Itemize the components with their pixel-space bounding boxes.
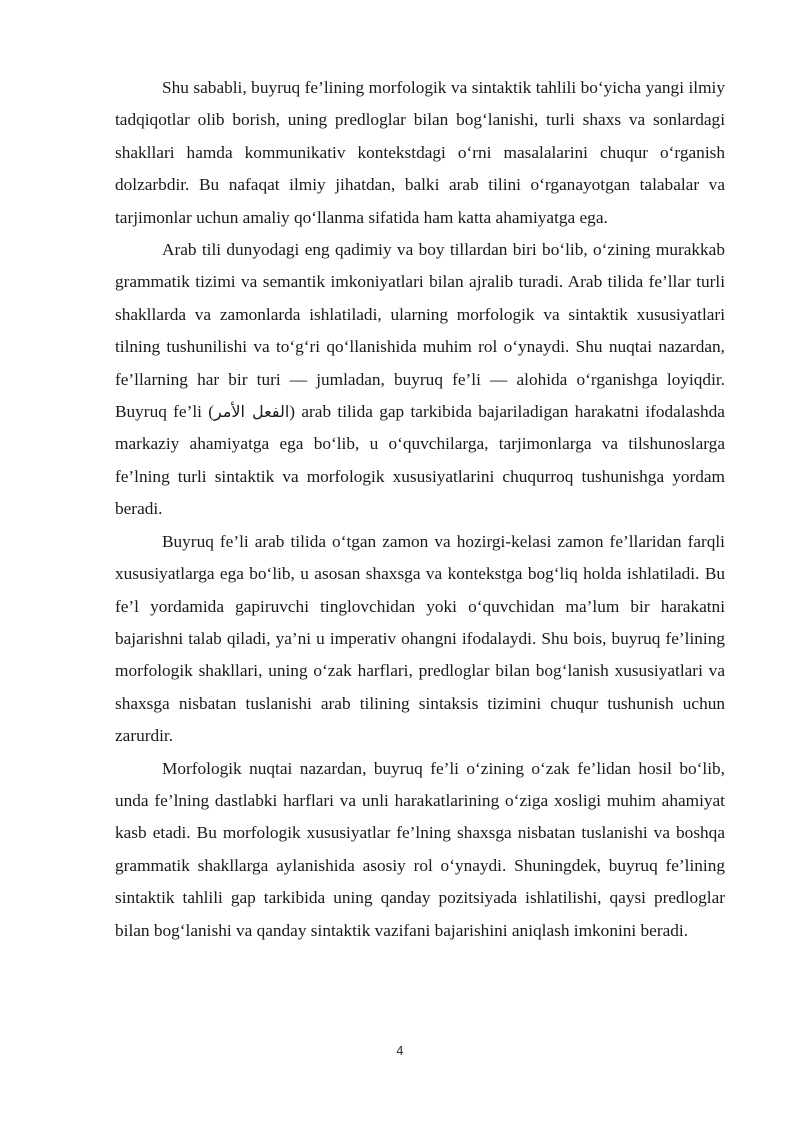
- arabic-term: الفعل الأمر: [214, 402, 290, 422]
- paragraph-2: [115, 234, 725, 526]
- document-page: [115, 72, 725, 947]
- paragraph-2-text-before: Arab tili dunyodagi eng qadimiy va boy tillardan biri bo‘lib, o‘zining murakkab grammatik tizimi va semantik imkoniyatlari bilan ajralib turadi. Arab tilida fe’llar turli shakllarda va zamonlarda ishlatiladi, ularning morfologik va sintaktik xususiyatlari tilning tushunilishi va to‘g‘ri qo‘llanishida muhim rol o‘ynaydi. Shu nuqtai nazardan, fe’llarning har bir turi — jumladan, buyruq fe’li — alohida o‘rganishga loyiqdir. Buyruq fe’li (: [115, 240, 725, 422]
- paragraph-2-text-after: ) arab tilida gap tarkibida bajariladigan harakatni ifodalashda markaziy ahamiyatga ega bo‘lib, u o‘quvchilarga, tarjimonlarga va tilshunoslarga fe’lning turli sintaktik va morfologik xususiyatlarini chuqurroq tushunishga yordam beradi.: [115, 402, 725, 519]
- page-number: 4: [396, 1044, 404, 1058]
- paragraph-4: Morfologik nuqtai nazardan, buyruq fe’li o‘zining o‘zak fe’lidan hosil bo‘lib, unda fe’lning dastlabki harflari va unli harakatlarining o‘ziga xosligi muhim ahamiyat kasb etadi. Bu morfologik xususiyatlar fe’lning shaxsga nisbatan tuslanishi va boshqa grammatik shakllarga aylanishida asosiy rol o‘ynaydi. Shuningdek, buyruq fe’lining sintaktik tahlili gap tarkibida uning qanday pozitsiyada ishlatilishi, qaysi predloglar bilan bog‘lanishi va qanday sintaktik vazifani bajarishini aniqlash imkonini beradi.: [115, 758, 725, 940]
- paragraph-1: Shu sababli, buyruq fe’lining morfologik va sintaktik tahlili bo‘yicha yangi ilmiy tadqiqotlar olib borish, uning predloglar bilan bog‘lanishi, turli shaxs va sonlardagi shakllari hamda kommunikativ kontekstdagi o‘rni masalalarini chuqur o‘rganish dolzarbdir. Bu nafaqat ilmiy jihatdan, balki arab tilini o‘rganayotgan talabalar va tarjimonlar uchun amaliy qo‘llanma sifatida ham katta ahamiyatga ega.: [115, 78, 725, 227]
- paragraph-3: Buyruq fe’li arab tilida o‘tgan zamon va hozirgi-kelasi zamon fe’llaridan farqli xususiyatlarga ega bo‘lib, u asosan shaxsga va kontekstga bog‘liq holda ishlatiladi. Bu fe’l yordamida gapiruvchi tinglovchidan yoki o‘quvchidan ma’lum bir harakatni bajarishni talab qiladi, ya’ni u imperativ ohangni ifodalaydi. Shu bois, buyruq fe’lining morfologik shakllari, uning o‘zak harflari, predloglar bilan bog‘lanish xususiyatlari va shaxsga nisbatan tuslanishi arab tilining sintaksis tizimini chuqur tushunish uchun zarurdir.: [115, 531, 725, 746]
